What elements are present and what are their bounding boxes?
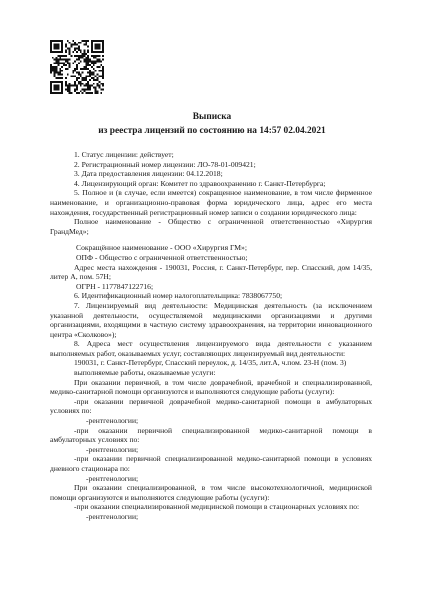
item-primary-prehospital: -при оказании первичной доврачебной медико-санитарной помощи в амбулаторных условиях по: [50, 396, 372, 416]
item-radiology-2: -рентгенологии; [86, 444, 139, 454]
item-status: 1. Статус лицензии: действует; [74, 150, 174, 159]
item-works-heading: выполняемые работы, оказываемые услуги: [74, 368, 216, 378]
item-date: 3. Дата предоставления лицензии: 04.12.2018; [74, 169, 223, 179]
item-name-heading: 5. Полное и (в случае, если имеется) сокращенное наименование, в том числе фирменное наименование, и организационно-правовая форма юридического лица, адрес его места нахождения, государственный регистрационный номер записи о создании юридического лица: [50, 188, 372, 217]
item-addresses-heading: 8. Адреса мест осуществления лицензируемого вида деятельности с указанием выполняемых работ, оказываемых услуг, составляющих лицензируемый вид деятельности: [50, 339, 372, 358]
document-title: Выписка [192, 112, 232, 122]
item-opf: ОПФ - Общество с ограниченной ответственностью; [76, 252, 248, 262]
item-reg-number: 2. Регистрационный номер лицензии: ЛО-78-01-009421; [74, 159, 256, 169]
item-work-address: 190031, г. Санкт-Петербург, Спасский переулок, д. 14/35, лит.А, ч.пом. 23-Н (пом. 3) [74, 358, 347, 368]
item-full-name: Полное наименование - Общество с ограниченной ответственностью «Хирургия ГрандМед»; [50, 217, 372, 236]
qr-code [50, 40, 104, 94]
document-body [50, 150, 372, 522]
item-radiology-1: -рентгенологии; [86, 416, 139, 426]
document-subtitle: из реестра лицензий по состоянию на 14:57 02.04.2021 [98, 126, 326, 136]
item-primary-specialized-dayclinic: -при оказании первичной специализированной медико-санитарной помощи в условиях дневного стационара по: [50, 454, 372, 473]
item-activity: 7. Лицензируемый вид деятельности: Медицинская деятельность (за исключением указанной деятельности, осуществляемой медицинскими организациями и другими организациями, входящими в частную систему здравоохранения, на территории инновационного центра «Сколково»); [50, 300, 372, 339]
item-primary-care: При оказании первичной, в том числе доврачебной, врачебной и специализированной, медико-санитарной помощи организуются и выполняются следующие работы (услуги): [50, 377, 372, 397]
item-specialized-care: При оказании специализированной, в том числе высокотехнологичной, медицинской помощи организуются и выполняются следующие работы (услуги): [50, 483, 372, 502]
item-short-name: Сокращённое наименование - ООО «Хирургия ГМ»; [76, 243, 247, 253]
item-radiology-4: -рентгенологии; [86, 511, 139, 521]
item-radiology-3: -рентгенологии; [86, 473, 139, 483]
item-ogrn: ОГРН - 1177847122716; [76, 281, 154, 291]
item-primary-specialized-outpatient: -при оказании первичной специализированной медико-санитарной помощи в амбулаторных условиях по: [50, 425, 372, 445]
item-address: Адрес места нахождения - 190031, Россия, г. Санкт-Петербург, пер. Спасский, дом 14/35, литер А, пом. 57Н; [50, 262, 372, 282]
item-specialized-inpatient: -при оказании специализированной медицинской помощи в стационарных условиях по: [74, 502, 360, 512]
item-inn: 6. Идентификационный номер налогоплательщика: 7838067750; [74, 291, 283, 301]
item-authority: 4. Лицензирующий орган: Комитет по здравоохранению г. Санкт-Петербурга; [74, 178, 326, 188]
